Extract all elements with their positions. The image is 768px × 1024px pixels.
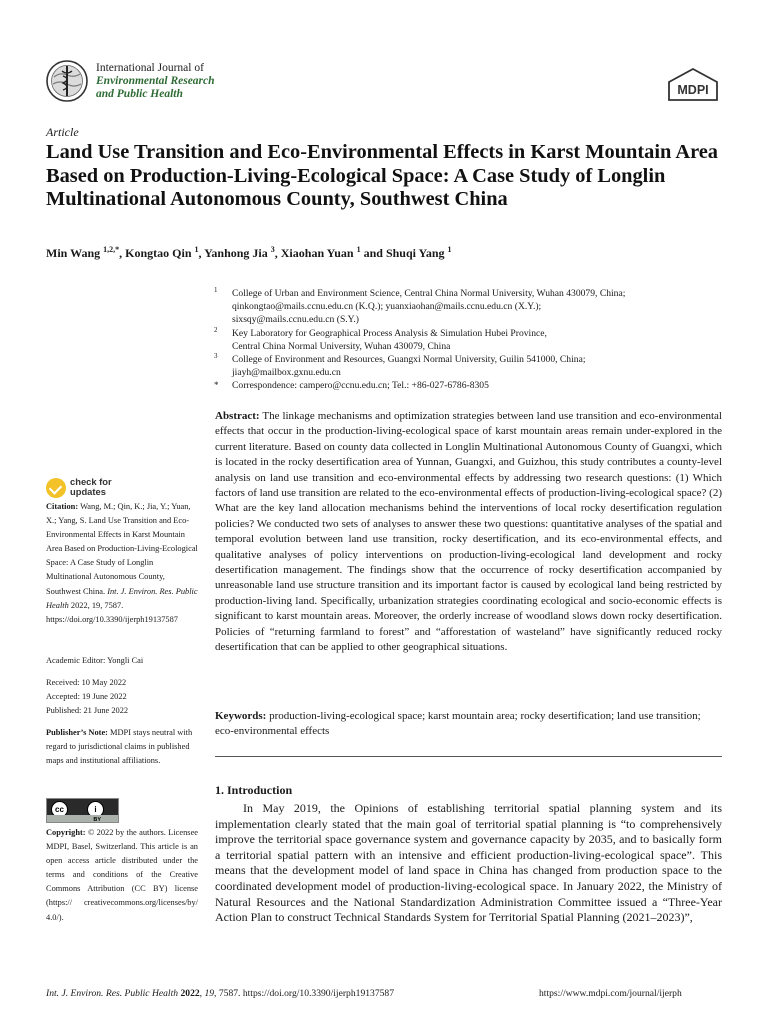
introduction-paragraph: In May 2019, the Opinions of establishing territorial spatial planning system and its implementation clearly stated that the main goal of territorial spatial planning is “to comprehensively improve the territorial space governance system and governance capacity by 2035, and to basically form a territorial spatial pattern with an intensive and efficient production-living-ecological space”. This means that the development model of land space in China has changed from production space to the coordinated development model of production-living-ecological space. In January 2022, the Ministry of Natural Resources and the National Standardization Administration Committee issued a “Three-Year Action Plan to construct Technical Standards System for Territorial Spatial Planning (2021–2023)”,: [215, 801, 722, 925]
received-date: Received: 10 May 2022: [46, 678, 127, 687]
affiliation-line: Correspondence: campero@ccnu.edu.cn; Tel.: +86-027-6786-8305: [232, 380, 489, 392]
citation-label: Citation:: [46, 502, 79, 511]
footer-journal-url[interactable]: https://www.mdpi.com/journal/ijerph: [539, 988, 682, 999]
attribution-icon: i: [87, 801, 104, 818]
affiliation-1: [210, 287, 720, 327]
footer-doi[interactable]: , 7587. https://doi.org/10.3390/ijerph19137587: [214, 988, 395, 999]
publishers-note: [46, 726, 198, 768]
published-date: Published: 21 June 2022: [46, 706, 129, 716]
citation-text: Wang, M.; Qin, K.; Jia, Y.; Yuan, X.; Yang, S. Land Use Transition and Eco-Environmental Effects in Karst Mountain Area Based on Production-Living-Ecological Space: A Case Study of Longlin Multinational Autonomous County, Southwest China.: [46, 502, 198, 596]
author-affiliation-marker: 1,2,*: [103, 245, 120, 254]
affiliation-2: [210, 327, 720, 353]
author-0[interactable]: Min Wang $^{1,2,*}$: [46, 245, 120, 260]
citation-journal: Int. J. Environ. Res. Public Health: [46, 586, 198, 610]
author-affiliation-marker: 1: [447, 245, 452, 254]
author-affiliation-marker: 1: [356, 245, 361, 254]
author-affiliation-marker: 1: [194, 245, 199, 254]
abstract: [215, 409, 722, 656]
article-type: Article: [46, 125, 79, 139]
by-label: BY: [93, 817, 101, 823]
footer-citation: Int. J. Environ. Res. Public Health 2022, 19, 7587. https://doi.org/10.3390/ijerph19137587: [46, 988, 395, 999]
article-title: Land Use Transition and Eco-Environmental Effects in Karst Mountain Area Based on Production-Living-Ecological Space: A Case Study of Longlin Multinational Autonomous County, Southwest China: [46, 141, 719, 210]
affiliation-line: Central China Normal University, Wuhan 430079, China: [232, 340, 451, 352]
journal-name-line1: International Journal of: [96, 62, 204, 74]
cc-by-license-badge[interactable]: [46, 798, 119, 823]
affiliation-number: 1: [214, 286, 218, 294]
introduction-text: [215, 801, 722, 926]
affiliation-4: [210, 379, 720, 392]
svg-text:MDPI: MDPI: [677, 83, 709, 97]
keywords: [215, 709, 722, 740]
accepted-date: Accepted: 19 June 2022: [46, 692, 127, 702]
author-affiliation-marker: 3: [270, 245, 275, 254]
section-heading-introduction: 1. Introduction: [215, 783, 293, 797]
keywords-text: production-living-ecological space; karst mountain area; rocky desertification; land use transition; eco-environmental effects: [215, 710, 701, 738]
copyright-label: Copyright:: [46, 828, 86, 837]
author-list: [46, 246, 452, 261]
check-icon: [46, 478, 66, 498]
section-divider: [215, 756, 722, 757]
keywords-label: Keywords:: [215, 710, 267, 722]
affiliation-3: [210, 353, 720, 379]
affiliation-number: 3: [214, 352, 218, 361]
citation-doi[interactable]: 2022, 19, 7587. https://doi.org/10.3390/ijerph19137587: [46, 600, 178, 624]
globe-caduceus-logo: [46, 60, 88, 102]
cc-by-strip: [47, 815, 118, 822]
abstract-text: The linkage mechanisms and optimization strategies between land use transition and eco-environmental effects that occur in the production-living-ecological space of karst mountain areas remain under-explored in the current literature. Based on county data collected in Longlin Multinational Autonomous County of Guangxi, which is located in the rocky desertification area of Yunnan, Guangxi, and Guizhou, this study contributes a county-level analysis on land use transition and eco-environmental effects by addressing two research questions: (1) Which factors of land use transition are related to the eco-environmental effects of production-living-ecological space? (2) What are the key land allocation mechanisms behind the interventions of local rocky desertification regulation policies? We conducted two sets of analyses to answer these two questions: quantitative analyses of the spatial and temporal evolution between land use transition, rocky desertification, and its eco-environmental effects, and qualitative analyses of policy interventions on production-living-ecological land development and rocky desertification management. The findings show that the occurrence of rocky desertification accompanied by unreasonable land use structure transition and its important factor is caused by ecological land being restricted by production-living land. Specifically, urbanization strategies coordinating ecological and socio-economic effects is significant to karst mountain areas. Moreover, the orderly increase of woodland slows down rocky desertification. Policies of “returning farmland to forest” and “afforestation of wasteland” have significantly reduced rocky desertification that can be applied to other geographical situations.: [215, 410, 722, 654]
journal-name-line3: and Public Health: [96, 88, 183, 100]
citation: [46, 500, 198, 627]
check-updates-line2: updates: [70, 486, 106, 497]
author-separator: ,: [119, 246, 126, 260]
affiliation-line: College of Urban and Environment Science, Central China Normal University, Wuhan 430079, China;: [232, 288, 626, 299]
footer-journal: Int. J. Environ. Res. Public Health: [46, 988, 179, 999]
affiliations: [210, 287, 720, 393]
author-2[interactable]: Yanhong Jia $^3$: [204, 245, 275, 260]
publishers-note-label: Publisher’s Note:: [46, 728, 108, 737]
check-updates-line1: check for: [70, 476, 112, 487]
author-separator: ,: [198, 246, 205, 260]
check-for-updates-label: [70, 477, 112, 497]
check-for-updates-button[interactable]: [46, 476, 126, 500]
author-1[interactable]: Kongtao Qin $^1$: [125, 245, 199, 260]
journal-name: [96, 62, 215, 101]
author-separator: ,: [274, 246, 281, 260]
affiliation-line: sixsqy@mails.ccnu.edu.cn (S.Y.): [232, 314, 359, 326]
affiliation-line: jiayh@mailbox.gxnu.edu.cn: [232, 367, 341, 379]
affiliation-number: 2: [214, 325, 218, 334]
publication-dates: [46, 676, 198, 718]
cc-icon: cc: [51, 801, 68, 818]
affiliation-line: College of Environment and Resources, Guangxi Normal University, Guilin 541000, China;: [232, 354, 586, 366]
journal-name-line2: Environmental Research: [96, 75, 215, 87]
author-separator: and: [360, 246, 386, 260]
affiliation-line: Key Laboratory for Geographical Process Analysis & Simulation Hubei Province,: [232, 327, 547, 339]
footer-volume: 19: [204, 988, 215, 999]
copyright-text: © 2022 by the authors. Licensee MDPI, Basel, Switzerland. This article is an open access article distributed under the terms and conditions of the Creative Commons Attribution (CC BY) license (https:// creativecommons.org/licenses/by/ 4.0/).: [46, 828, 198, 922]
abstract-label: Abstract:: [215, 410, 260, 422]
affiliation-number: *: [214, 380, 219, 391]
author-3[interactable]: Xiaohan Yuan $^1$: [280, 245, 361, 260]
author-4[interactable]: Shuqi Yang $^1$: [385, 245, 452, 260]
affiliation-line: qinkongtao@mails.ccnu.edu.cn (K.Q.); yuanxiaohan@mails.ccnu.edu.cn (X.Y.);: [232, 301, 542, 313]
footer-year: 2022: [180, 988, 200, 999]
mdpi-logo: [667, 68, 719, 102]
academic-editor: Academic Editor: Yongli Cai: [46, 656, 144, 665]
copyright: [46, 826, 198, 925]
publishers-note-text: MDPI stays neutral with regard to jurisdictional claims in published maps and institutional affiliations.: [46, 728, 193, 766]
